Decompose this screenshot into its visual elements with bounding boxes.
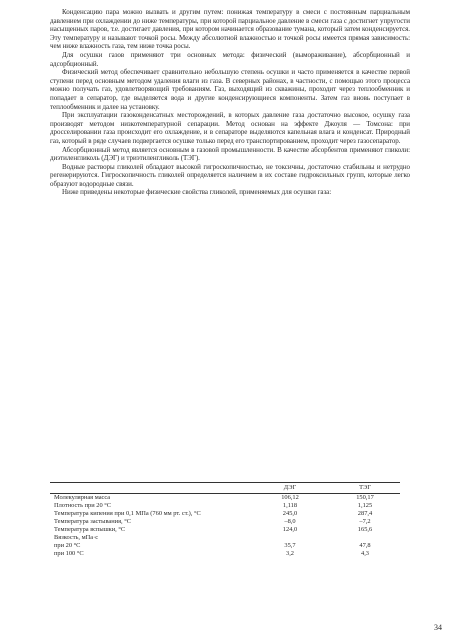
paragraph: Физический метод обеспечивает сравнительно небольшую степень осушки и часто применяется в качестве первой ступени перед основным методом удаления влаги из газа. В северных районах, в частности, с помощью этого процесса можно получать газ, удовлетворяющий требованиям. Газ, выходящий из скважины, проходит через теплообменник и попадает в сепаратор, где выделяется вода и другие конденсирующиеся компоненты. Затем газ вновь поступает в теплообменник и далее на установку. <box>50 68 410 111</box>
table-cell: 35,7 <box>284 542 296 549</box>
table-cell: при 100 °С <box>54 550 84 557</box>
paragraph: Конденсацию пара можно вызвать и другим путем: понижая температуру в смеси с постоянным парциальным давлением при охлаждении до ниже температуры, при которой парциальное давление в смеси газа с достигнет упругости насыщенных паров, т.е. достигает давления, при котором начинается образование тумана, который затем конденсируется. Эту температуру и называют точкой росы. Между абсолютной влажностью и точкой росы имеется прямая зависимость: чем ниже влажность газа, тем ниже точка росы. <box>50 8 410 51</box>
table-cell: 287,4 <box>357 510 373 517</box>
table-cell: –8,0 <box>284 518 296 525</box>
paragraph: Абсорбционный метод является основным в газовой промышленности. В качестве абсорбентов применяют гликоли: диэтиленгликоль (ДЭГ) и триэтиленгликоль (ТЭГ). <box>50 145 410 163</box>
table-cell: Молекулярная масса <box>54 494 111 501</box>
table-row <box>50 518 400 526</box>
table-cell: 150,17 <box>356 494 374 501</box>
table-cell: 1,125 <box>357 502 373 509</box>
table-cell: 106,12 <box>281 494 299 501</box>
table-cell: Температура застывания, °С <box>54 518 132 525</box>
table-cell: 3,2 <box>286 550 294 557</box>
table-row <box>50 542 400 550</box>
table-cell: Вязкость, мПа·с <box>54 534 99 541</box>
table-cell: 165,6 <box>357 526 373 533</box>
document-page <box>50 8 410 628</box>
table-row <box>50 494 400 502</box>
table-cell: Температура кипения при 0,1 МПа (760 мм рт. ст.), °С <box>54 510 201 517</box>
table-header-cell: ТЭГ <box>359 484 371 491</box>
table-row <box>50 510 400 518</box>
table-cell: –7,2 <box>359 518 371 525</box>
table-cell <box>250 534 330 542</box>
table-cell: Плотность при 20 °С <box>54 502 112 509</box>
table-row <box>50 534 400 542</box>
table-header-row <box>50 483 400 493</box>
table-cell: 4,3 <box>361 550 369 557</box>
table-cell: 1,118 <box>282 502 298 509</box>
table-cell: 245,0 <box>282 510 298 517</box>
paragraph: Водные растворы гликолей обладают высокой гигроскопичностью, не токсичны, достаточно стабильны и нетрудно регенерируются. Гигроскопичность гликолей определяется наличием в их составе гидроксильных групп, которые легко образуют водородные связи. <box>50 162 410 188</box>
table-cell: при 20 °С <box>54 542 81 549</box>
paragraph: Ниже приведены некоторые физические свойства гликолей, применяемых для осушки газа: <box>62 188 332 197</box>
table-row <box>50 502 400 510</box>
table-header-cell: ДЭГ <box>283 484 297 491</box>
page-number: 34 <box>434 623 442 632</box>
table-row <box>50 550 400 558</box>
table-cell: Температура вспышки, °С <box>54 526 126 533</box>
table-cell: 124,0 <box>282 526 298 533</box>
paragraph: Для осушки газов применяют три основных метода: физический (вымораживание), абсорбционный и адсорбционный. <box>50 50 410 68</box>
paragraph: При эксплуатации газоконденсатных месторождений, в которых давление газа достаточно высокое, осушку газа производят методом низкотемпературной сепарации. Метод основан на эффекте Джоуля — Томсона: при дросселировании газа происходит его охлаждение, и в сепараторе выделяются капельная влага и конденсат. Природный газ, который в ряде случаев подвергается осушке только перед его транспортированием, проходит через газосепаратор. <box>50 111 410 145</box>
properties-table <box>50 482 400 558</box>
table-cell: 47,8 <box>359 542 371 549</box>
table-cell <box>330 534 400 542</box>
table-row <box>50 526 400 534</box>
